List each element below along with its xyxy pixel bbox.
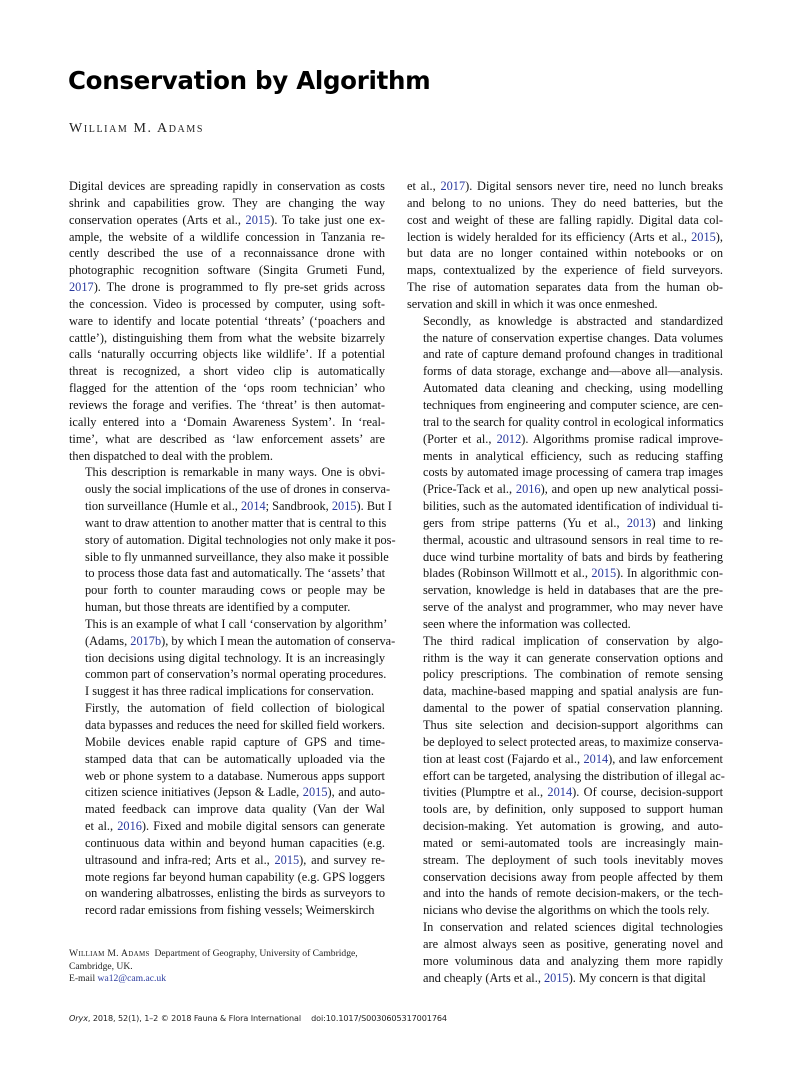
text-line: pour forth to counter marauding cows or people may be <box>85 583 385 598</box>
citation-link[interactable]: 2017 <box>69 280 94 295</box>
citation-link[interactable]: 2017 <box>440 179 466 193</box>
text-line: Automated data cleaning and checking, using modelling <box>423 381 723 396</box>
text-line: record radar emissions from fishing vessels; Weimerskirch <box>85 903 375 918</box>
text-line: In conservation and related sciences digital technologies <box>423 920 723 935</box>
author-byline: William M. Adams <box>69 121 204 136</box>
text-line: techniques from engineering and computer science, are cen- <box>423 397 723 412</box>
text-line: reviews the forage and verifies. The ‘threat’ is then automat- <box>69 397 385 412</box>
text-line: human, but those threats are identified by a computer. <box>85 600 351 615</box>
text-line: on wandering albatrosses, enlisting the birds as surveyors to <box>85 886 385 901</box>
text-line: and rate of capture demand profound changes in traditional <box>423 347 723 362</box>
citation-link[interactable]: 2013 <box>626 515 652 530</box>
text-line: cost and weight of these are falling rapidly. Digital data col- <box>407 212 723 227</box>
text-line: ments in analytical efficiency, such as reducing staffing <box>423 448 723 463</box>
author-affiliation <box>69 948 387 986</box>
text-line: tivities (Plumptre et al., 2014). Of course, decision-support <box>423 785 723 800</box>
text-line: conservation operates (Arts et al., 2015). To take just one ex- <box>69 212 385 227</box>
text-line: data bypasses and reduces the need for skilled field workers. <box>85 718 385 732</box>
text-line: et al., 2017). Digital sensors never tire, need no lunch breaks <box>407 179 723 193</box>
text-line: 2017). The drone is programmed to fly pre-set grids across <box>69 280 385 295</box>
text-line: Firstly, the automation of field collection of biological <box>85 701 385 716</box>
text-line: Thus site selection and decision-support algorithms can <box>423 718 723 732</box>
left-column <box>69 178 396 919</box>
text-line: Mobile devices enable rapid capture of GPS and time- <box>85 734 385 749</box>
text-line: rithm is the way it can generate conservation options and <box>423 650 723 665</box>
affiliation-department: Department of Geography, University of Cambridge, <box>154 948 358 959</box>
citation-link[interactable]: 2012 <box>496 431 522 446</box>
text-line: This is an example of what I call ‘conservation by algorithm’ <box>85 616 388 631</box>
citation-link[interactable]: 2016 <box>117 819 142 834</box>
text-line: Digital devices are spreading rapidly in conservation as costs <box>69 179 385 193</box>
journal-name: Oryx <box>69 1013 88 1023</box>
citation-link[interactable]: 2015 <box>245 212 271 227</box>
text-line: tral to the search for quality control in ecological informatics <box>423 414 724 429</box>
text-line: This description is remarkable in many ways. One is obvi- <box>85 465 385 480</box>
text-line: serve of the analyst and programmer, who may never have <box>423 600 723 615</box>
text-line: and belong to no unions. They do need batteries, but the <box>407 195 723 210</box>
text-line: but data are no longer contained within notebooks or on <box>407 246 723 261</box>
text-line: (Price-Tack et al., 2016), and open up new analytical possi- <box>423 482 724 497</box>
text-line: ware to identify and locate potential ‘threats’ (‘poachers and <box>69 313 385 328</box>
text-line: The third radical implication of conservation by algo- <box>423 633 723 648</box>
text-line: The rise of automation separates data from the human ob- <box>407 280 723 295</box>
article-title: Conservation by Algorithm <box>68 66 431 95</box>
text-line: policy prescriptions. The combination of remote sensing <box>423 667 723 682</box>
text-line: bilities, such as the automated identification of individual ti- <box>423 499 723 514</box>
affiliation-author-name: William M. Adams <box>69 948 150 959</box>
text-line: are almost always seen as positive, generating novel and <box>423 936 723 951</box>
paragraph <box>69 464 396 616</box>
text-line: mated or semi-automated tools are increasingly main- <box>423 835 723 850</box>
text-line: sible to fly unmanned surveillance, they also make it possible <box>85 549 389 564</box>
text-line: data, machine-based mapping and spatial analysis are fun- <box>423 684 723 699</box>
text-line: the nature of conservation expertise changes. Data volumes <box>423 330 723 345</box>
text-line: et al., 2016). Fixed and mobile digital sensors can generate <box>85 819 385 834</box>
text-line: ically entered into a ‘Domain Awareness System’. In ‘real- <box>69 414 385 429</box>
text-line: continuous data within and beyond human capacities (e.g. <box>85 835 385 850</box>
text-line: common part of conservation’s normal operating procedures. <box>85 667 387 682</box>
text-line: (Porter et al., 2012). Algorithms promise radical improve- <box>423 431 724 446</box>
citation-link[interactable]: 2017b <box>130 633 162 648</box>
text-line: ously the social implications of the use of drones in conserva- <box>85 482 391 497</box>
paragraph <box>69 616 396 700</box>
affiliation-location: Cambridge, UK. <box>69 960 133 972</box>
text-line: effort can be targeted, analysing the distribution of illegal ac- <box>423 768 725 783</box>
citation-link[interactable]: 2015 <box>691 229 716 244</box>
text-line: and cheaply (Arts et al., 2015). My concern is that digital <box>423 970 706 985</box>
text-line: servation, knowledge is held in databases that are the pre- <box>423 583 723 598</box>
text-line: Secondly, as knowledge is abstracted and standardized <box>423 313 723 328</box>
text-line: tion decisions using digital technology. It is an increasingly <box>85 650 385 665</box>
citation-link[interactable]: 2014 <box>583 751 609 766</box>
text-line: maps, contextualized by the experience of field surveyors. <box>407 263 723 278</box>
text-line: costs by automated image processing of camera trap images <box>423 465 723 480</box>
text-line: then dispatched to deal with the problem. <box>69 448 273 463</box>
citation-link[interactable]: 2015 <box>591 566 617 581</box>
text-line: ultrasound and infra-red; Arts et al., 2015), and survey re- <box>85 852 385 867</box>
text-line: tion surveillance (Humle et al., 2014; Sandbrook, 2015). But I <box>85 499 392 514</box>
citation-link[interactable]: 2016 <box>515 482 541 497</box>
text-line: mote regions far beyond human capability (e.g. GPS loggers <box>85 869 385 884</box>
text-line: web or phone system to a database. Numerous apps support <box>85 768 385 783</box>
text-line: seen where the information was collected. <box>423 616 631 631</box>
paragraph <box>407 313 723 633</box>
text-line: more voluminous data and analyzing them more rapidly <box>423 953 723 968</box>
email-link[interactable]: wa12@cam.ac.uk <box>97 973 167 985</box>
citation-link[interactable]: 2014 <box>240 499 266 514</box>
text-line: nicians who devise the algorithms on which the tools rely. <box>423 903 710 918</box>
paragraph <box>407 633 723 919</box>
paragraph <box>407 178 723 313</box>
text-line: damental to the power of spatial conservation planning. <box>423 701 723 716</box>
text-line: duce wind turbine mortality of bats and birds by feathering <box>423 549 723 564</box>
text-line: decision-making. Yet automation is growing, and auto- <box>423 819 723 834</box>
citation-link[interactable]: 2015 <box>302 785 328 800</box>
text-line: want to draw attention to another matter that is central to this <box>85 515 387 530</box>
paragraph <box>69 178 385 464</box>
text-line: conservation decisions away from people affected by them <box>423 869 723 884</box>
text-line: shrink and capabilities grow. They are changing the way <box>69 195 385 210</box>
page-footer <box>69 1013 447 1023</box>
text-line: stream. The deployment of such tools inevitably moves <box>423 852 723 867</box>
citation-link[interactable]: 2014 <box>547 785 573 800</box>
right-column <box>407 178 723 987</box>
text-line: time’, what are described as ‘law enforcement assets’ are <box>69 431 385 446</box>
citation-link[interactable]: 2015 <box>544 970 569 985</box>
text-line: cently described the use of a reconnaissance drone with <box>69 246 385 261</box>
text-line: forms of data storage, exchange and—above all—analysis. <box>423 364 723 379</box>
paragraph <box>69 700 385 919</box>
text-line: ample, the website of a wildlife concession in Tanzania re- <box>69 229 385 244</box>
citation-link[interactable]: 2015 <box>274 852 300 867</box>
text-line: citizen science initiatives (Jepson & Ladle, 2015), and auto- <box>85 785 385 800</box>
doi-link[interactable]: doi:10.1017/S0030605317001764 <box>311 1013 447 1023</box>
text-line: (Adams, 2017b), by which I mean the automation of conserva- <box>85 633 396 648</box>
text-line: flagged for the attention of the ‘ops room technician’ who <box>69 381 385 396</box>
text-line: mated feedback can improve data quality (Van der Wal <box>85 802 385 817</box>
text-line: to process those data fast and automatically. The ‘assets’ that <box>85 566 385 581</box>
email-label: E-mail <box>69 973 96 985</box>
text-line: be deployed to select protected areas, to maximize conserva- <box>423 734 723 749</box>
text-line: I suggest it has three radical implications for conservation. <box>85 684 374 699</box>
text-line: and into the hands of remote decision-makers, or the tech- <box>423 886 723 901</box>
citation-info: , 2018, 52(1), 1–2 © 2018 Fauna & Flora International <box>87 1013 302 1023</box>
text-line: story of automation. Digital technologies not only make it pos- <box>85 532 396 547</box>
text-line: lection is widely heralded for its efficiency (Arts et al., 2015), <box>407 229 723 244</box>
text-line: gers from stripe patterns (Yu et al., 2013) and linking <box>423 515 723 530</box>
text-line: calls ‘naturally occurring objects like wildlife’. If a potential <box>69 347 385 362</box>
text-line: threat is recognized, a short video clip is automatically <box>69 364 385 379</box>
text-line: photographic recognition software (Singita Grumeti Fund, <box>69 263 385 278</box>
text-line: thermal, acoustic and ultrasound sensors in real time to re- <box>423 532 723 547</box>
paragraph <box>407 919 723 986</box>
text-line: servation and skill in which it was once enmeshed. <box>407 296 658 311</box>
text-line: cattle’), distinguishing them from what the website bizarrely <box>69 330 385 345</box>
text-line: stamped data that can be automatically uploaded via the <box>85 751 385 766</box>
text-line: tools are, by definition, only supposed to support human <box>423 802 723 817</box>
citation-link[interactable]: 2015 <box>331 499 357 514</box>
text-line: the concession. Video is processed by computer, using soft- <box>69 296 385 311</box>
text-line: blades (Robinson Willmott et al., 2015). In algorithmic con- <box>423 566 723 581</box>
text-line: tion at least cost (Fajardo et al., 2014), and law enforcement <box>423 751 723 766</box>
